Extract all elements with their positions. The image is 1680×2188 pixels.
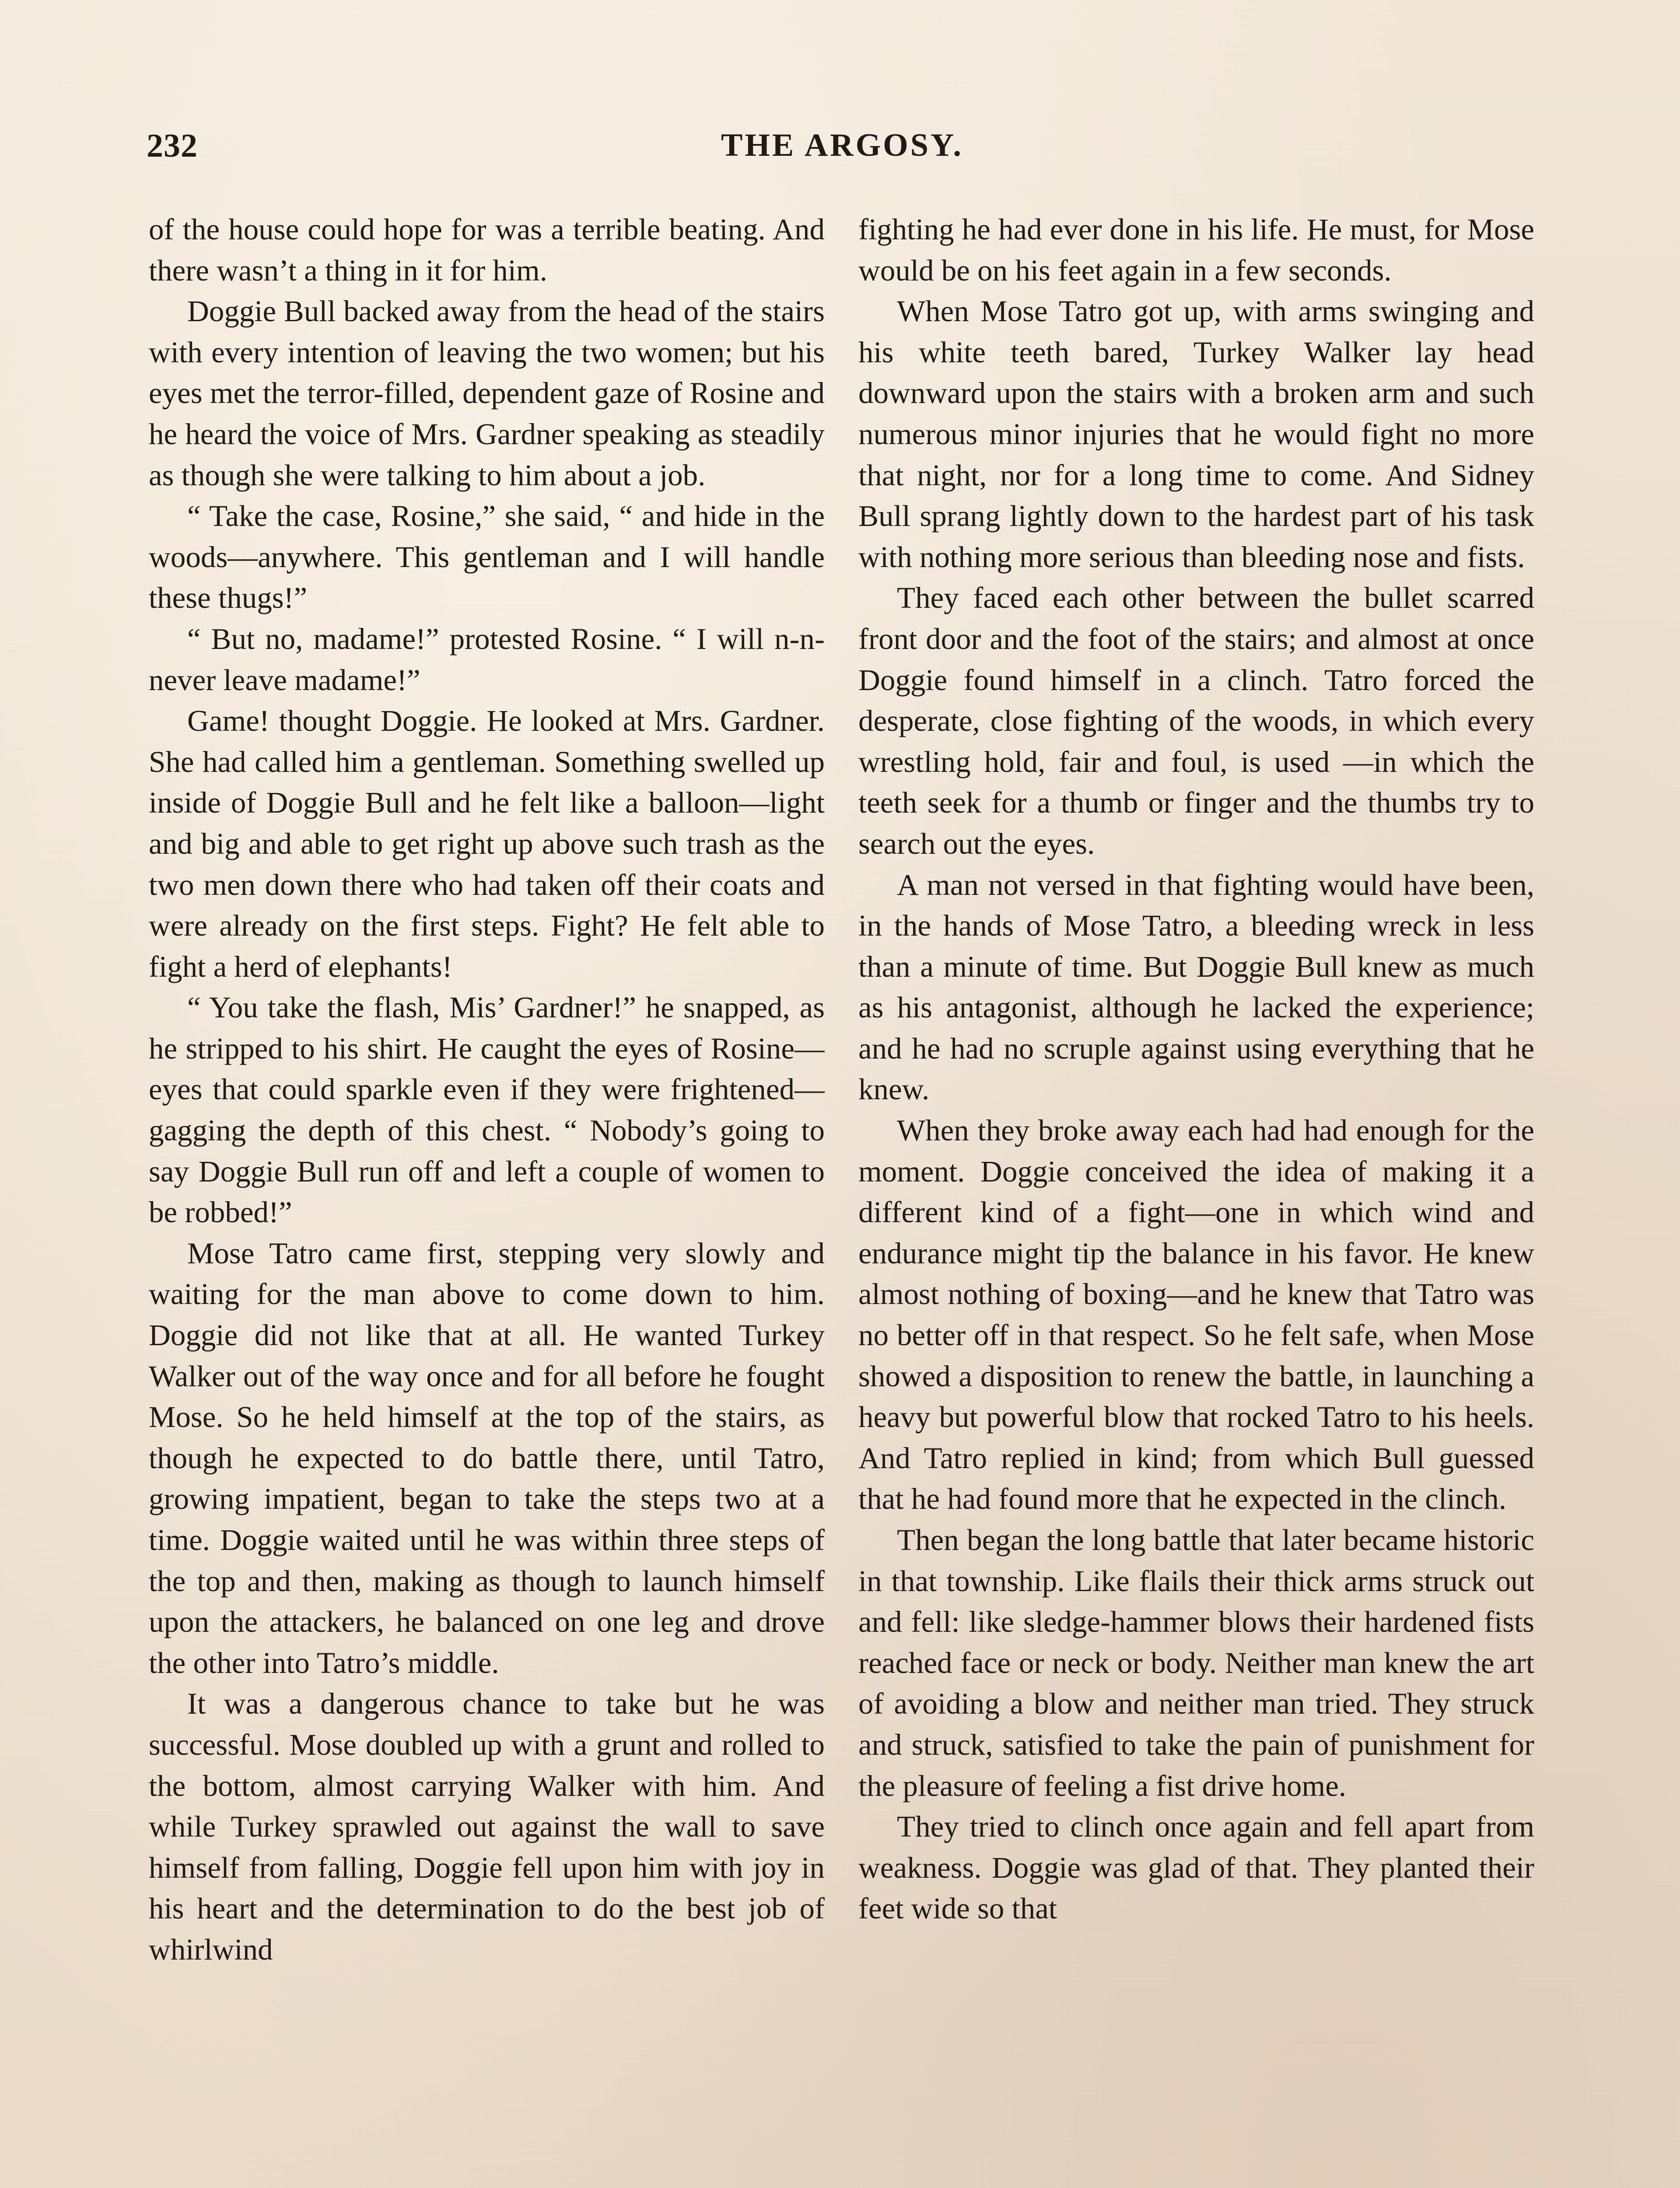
paragraph: When Mose Tatro got up, with arms swinging and his white teeth bared, Turkey Walker lay head downward upon the stairs with a broken arm and such numerous minor injuries that he would fight no more that night, nor for a long time to come. And Sidney Bull sprang lightly down to the hardest part of his task with nothing more serious than bleeding nose and fists.: [858, 295, 1534, 574]
page-number: 232: [147, 127, 198, 164]
running-title: THE ARGOSY.: [721, 127, 963, 163]
left-text-column: [149, 209, 825, 2188]
paragraph: Mose Tatro came first, stepping very slowly and waiting for the man above to come down to him. Doggie did not like that at all. He wanted Turkey Walker out of the way once and for all before he fought Mose. So he held himself at the top of the stairs, as though he expected to do battle there, until Tatro, growing impatient, began to take the steps two at a time. Doggie waited until he was within three steps of the top and then, making as though to launch himself upon the attackers, he balanced on one leg and drove the other into Tatro’s middle.: [149, 1236, 825, 1680]
page-header: [147, 127, 1538, 179]
paragraph: of the house could hope for was a terrible beating. And there wasn’t a thing in it for him.: [149, 213, 825, 287]
paragraph: “ But no, madame!” protested Rosine. “ I will n-n-never leave madame!”: [149, 622, 825, 697]
paragraph: fighting he had ever done in his life. He must, for Mose would be on his feet again in a few seconds.: [858, 213, 1534, 287]
paragraph: They faced each other between the bullet scarred front door and the foot of the stairs; and almost at once Doggie found himself in a clinch. Tatro forced the desperate, close fighting of the woods, in which every wrestling hold, fair and foul, is used —in which the teeth seek for a thumb or finger and the thumbs try to search out the eyes.: [858, 581, 1534, 860]
paragraph: When they broke away each had had enough for the moment. Doggie conceived the idea of making it a different kind of a fight—one in which wind and endurance might tip the balance in his favor. He knew almost nothing of boxing—and he knew that Tatro was no better off in that respect. So he felt safe, when Mose showed a disposition to renew the battle, in launching a heavy but powerful blow that rocked Tatro to his heels. And Tatro replied in kind; from which Bull guessed that he had found more that he expected in the clinch.: [858, 1114, 1534, 1516]
paragraph: Then began the long battle that later became historic in that township. Like flails their thick arms struck out and fell: like sledge-hammer blows their hardened fists reached face or neck or body. Neither man knew the art of avoiding a blow and neither man tried. They struck and struck, satisfied to take the pain of punishment for the pleasure of feeling a fist drive home.: [858, 1523, 1534, 1802]
paragraph: Doggie Bull backed away from the head of the stairs with every intention of leaving the two women; but his eyes met the terror-filled, dependent gaze of Rosine and he heard the voice of Mrs. Gardner speaking as steadily as though she were talking to him about a job.: [149, 295, 825, 492]
paragraph: “ Take the case, Rosine,” she said, “ and hide in the woods—anywhere. This gentleman and I will handle these thugs!”: [149, 499, 825, 615]
paragraph: Game! thought Doggie. He looked at Mrs. Gardner. She had called him a gentleman. Something swelled up inside of Doggie Bull and he felt like a balloon—light and big and able to get right up above such trash as the two men down there who had taken off their coats and were already on the first steps. Fight? He felt able to fight a herd of elephants!: [149, 704, 825, 983]
right-text-column: [858, 209, 1534, 2188]
paragraph: They tried to clinch once again and fell apart from weakness. Doggie was glad of that. They planted their feet wide so that: [858, 1810, 1534, 1925]
paragraph: It was a dangerous chance to take but he was successful. Mose doubled up with a grunt and rolled to the bottom, almost carrying Walker with him. And while Turkey sprawled out against the wall to save himself from falling, Doggie fell upon him with joy in his heart and the determination to do the best job of whirlwind: [149, 1687, 825, 1966]
paragraph: A man not versed in that fighting would have been, in the hands of Mose Tatro, a bleeding wreck in less than a minute of time. But Doggie Bull knew as much as his antagonist, although he lacked the experience; and he had no scruple against using everything that he knew.: [858, 868, 1534, 1106]
paragraph: “ You take the flash, Mis’ Gardner!” he snapped, as he stripped to his shirt. He caught the eyes of Rosine—eyes that could sparkle even if they were frightened—gagging the depth of this chest. “ Nobody’s going to say Doggie Bull run off and left a couple of women to be robbed!”: [149, 991, 825, 1229]
